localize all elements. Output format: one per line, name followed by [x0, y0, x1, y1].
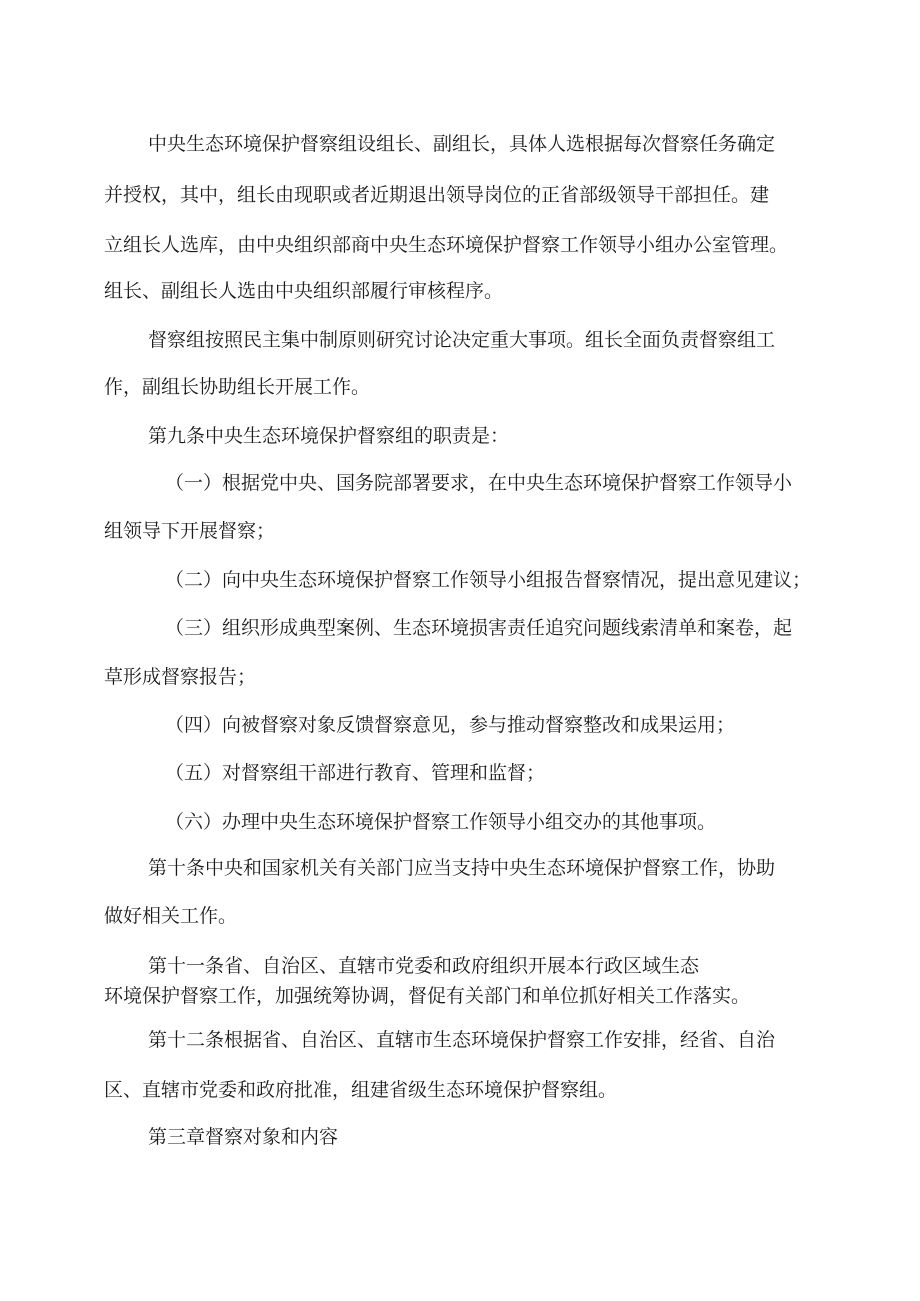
list-item: （一）根据党中央、国务院部署要求，在中央生态环境保护督察工作领导小: [165, 472, 793, 494]
chapter-heading: 第三章督察对象和内容: [148, 1126, 339, 1148]
paragraph-line: 督察组按照民主集中制原则研究讨论决定重大事项。组长全面负责督察组工: [148, 329, 776, 351]
list-item: （四）向被督察对象反馈督察意见，参与推动督察整改和成果运用；: [165, 714, 736, 736]
paragraph-line: 组长、副组长人选由中央组织部履行审核程序。: [104, 280, 504, 302]
list-item: （二）向中央生态环境保护督察工作领导小组报告督察情况，提出意见建议；: [165, 569, 812, 591]
article-heading: 第九条中央生态环境保护督察组的职责是：: [148, 425, 510, 447]
article-paragraph: 第十条中央和国家机关有关部门应当支持中央生态环境保护督察工作，协助: [148, 857, 776, 879]
list-item: （三）组织形成典型案例、生态环境损害责任追究问题线索清单和案卷，起: [165, 617, 793, 639]
list-item-continuation: 草形成督察报告；: [104, 666, 257, 688]
paragraph-line: 做好相关工作。: [104, 905, 238, 927]
article-paragraph: 第十一条省、自治区、直辖市党委和政府组织开展本行政区域生态: [148, 955, 700, 977]
paragraph-line: 中央生态环境保护督察组设组长、副组长，具体人选根据每次督察任务确定: [148, 133, 776, 155]
article-paragraph: 第十二条根据省、自治区、直辖市生态环境保护督察工作安排，经省、自治: [148, 1029, 776, 1051]
paragraph-line: 立组长人选库，由中央组织部商中央生态环境保护督察工作领导小组办公室管理。: [104, 234, 789, 256]
paragraph-line: 环境保护督察工作，加强统筹协调，督促有关部门和单位抓好相关工作落实。: [104, 985, 751, 1007]
list-item: （六）办理中央生态环境保护督察工作领导小组交办的其他事项。: [165, 811, 717, 833]
list-item-continuation: 组领导下开展督察；: [104, 520, 276, 542]
paragraph-line: 区、直辖市党委和政府批准，组建省级生态环境保护督察组。: [104, 1079, 618, 1101]
paragraph-line: 并授权，其中，组长由现职或者近期退出领导岗位的正省部级领导干部担任。建: [104, 184, 770, 206]
paragraph-line: 作，副组长协助组长开展工作。: [104, 376, 371, 398]
list-item: （五）对督察组干部进行教育、管理和监督；: [165, 762, 546, 784]
